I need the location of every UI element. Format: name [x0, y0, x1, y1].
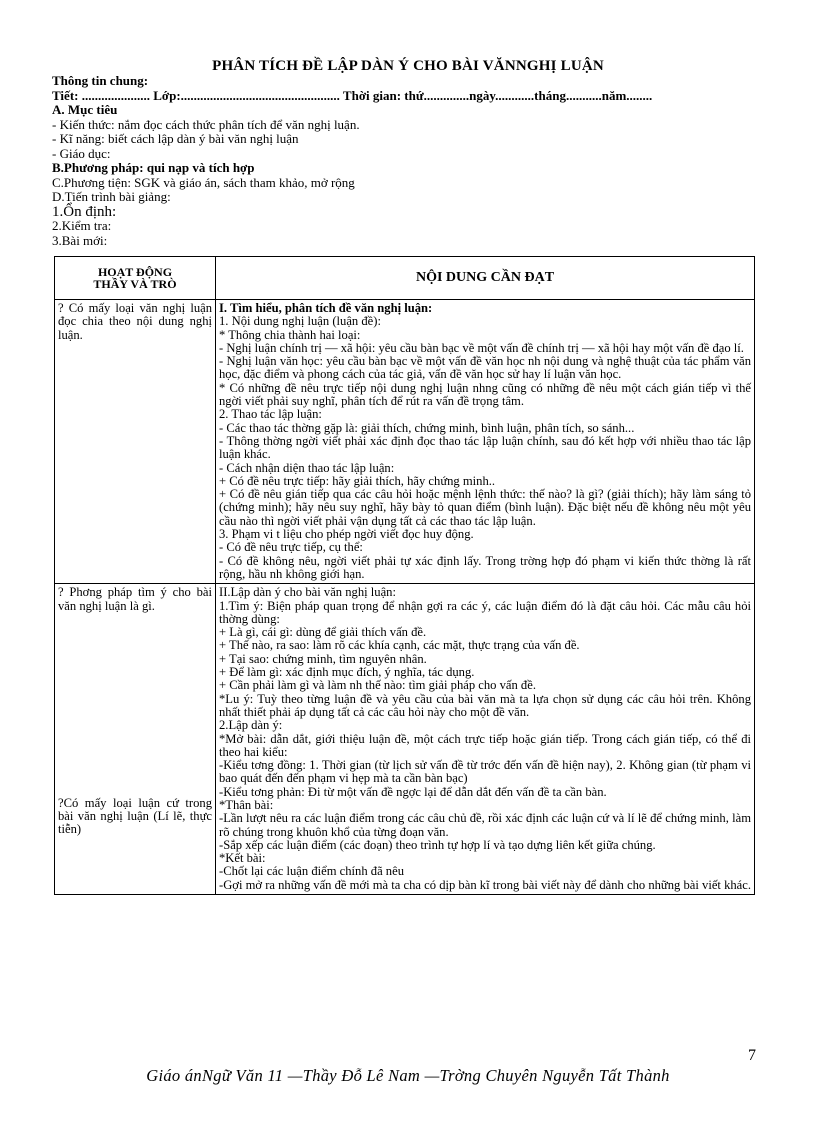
content-line: -Lần lượt nêu ra các luận điểm trong các câu chủ đề, rồi xác định các luận cứ và lí lẽ để chứng minh, làm rõ chúng trong khuôn khổ của từng đoạn văn. [219, 811, 751, 839]
row1-content [216, 300, 755, 584]
column-header-content: NỘI DUNG CẦN ĐẠT [216, 257, 755, 300]
skills-objective: - Kĩ năng: biết cách lập dàn ý bài văn nghị luận [52, 131, 299, 146]
table-row [55, 584, 755, 895]
step-1: 1.Ổn định: [52, 203, 117, 220]
content-line: 3. Phạm vi t liệu cho phép ngời viết đọc huy động. [219, 527, 474, 542]
page-number: 7 [748, 1047, 756, 1064]
content-line: -Kiểu tơng phản: Đi từ một vấn đề ngợc lại để dẫn dắt đến vấn đề ta cần bàn. [219, 784, 607, 799]
content-line: 1. Nội dung nghị luận (luận đề): [219, 314, 381, 329]
step-2: 2.Kiểm tra: [52, 218, 112, 233]
content-line: - Có đề nêu trực tiếp, cụ thể: [219, 540, 363, 555]
content-line: + Là gì, cái gì: dùng để giải thích vấn đề. [219, 625, 427, 640]
content-line: *Lu ý: Tuỳ theo từng luận đề và yêu cầu của bài văn mà ta lựa chọn sử dụng các câu hỏi trên. Không nhất thiết phải áp dụng tất cả các câu hỏi này cho một đề văn. [219, 691, 751, 719]
column-header-activities-line1: HOẠT ĐỘNG [97, 265, 173, 279]
content-line: *Thân bài: [219, 797, 274, 812]
content-line: -Kiểu tơng đồng: 1. Thời gian (từ lịch sử vấn đề từ trớc đến vấn đề hiện nay), 2. Không gian (từ phạm vi bao quát đến đến phạm vi hẹp mà ta cần bàn bạc) [219, 758, 751, 786]
section-c-heading: C.Phương tiện: SGK và giáo án, sách tham khảo, mở rộng [52, 174, 355, 190]
content-line: + Tại sao: chứng minh, tìm nguyên nhân. [219, 651, 427, 666]
education-objective: - Giáo dục: [52, 145, 111, 161]
content-line: * Thông chia thành hai loại: [219, 327, 361, 342]
meta-line: Tiết: ..................... Lớp:................................................. Thời gian: thứ..............ngày............tháng...........năm........ [52, 87, 653, 103]
page-title: PHÂN TÍCH ĐỀ LẬP DÀN Ý CHO BÀI VĂNNGHỊ LUẬN [212, 58, 604, 74]
column-header-activities [55, 257, 216, 300]
row2-question-2: ?Có mấy loại luận cứ trong bài văn nghị luận (Lí lẽ, thực tiễn) [58, 795, 212, 837]
content-line: - Thông thờng ngời viết phải xác định đọc thao tác lập luận chính, sau đó kết hợp với nhiều thao tác lập luận khác. [219, 433, 751, 462]
content-line: *Mở bài: dẫn dắt, giới thiệu luận đề, một cách trực tiếp hoặc gián tiếp. Trong cách gián tiếp, có thể đi theo hai kiểu: [219, 731, 751, 759]
content-line: 2.Lập dàn ý: [219, 718, 283, 733]
content-line: II.Lập dàn ý cho bài văn nghị luận: [219, 585, 396, 600]
content-line: + Có đề nêu gián tiếp qua các câu hỏi hoặc mệnh lệnh thức: thế nào? là gì? (giải thích); hãy làm sáng tỏ (chứng minh); hãy nêu suy nghĩ, hãy bày tỏ quan điểm (bình luận). Đặc biệt nếu đề không nêu một yêu cầu nào thì ngời viết phải vận dụng tất cả các thao tác lập luận. [219, 487, 751, 528]
table-row [55, 300, 755, 584]
section-b-heading: B.Phương pháp: qui nạp và tích hợp [52, 160, 255, 175]
content-line: * Có những đề nêu trực tiếp nội dung nghị luận nhng cũng có những đề nêu một cách gián tiếp vì thế ngời viết phải suy nghĩ, phân tích để rút ra vấn đề trọng tâm. [219, 380, 751, 409]
knowledge-objective: - Kiến thức: nắm đọc cách thức phân tích để văn nghị luận. [52, 116, 360, 132]
content-line: -Gợi mở ra những vấn đề mới mà ta cha có dịp bàn kĩ trong bài viết này để dành cho những bài viết khác. [219, 877, 751, 892]
section-d-heading: D.Tiến trình bài giảng: [52, 189, 171, 204]
content-line: *Kết bài: [219, 851, 266, 866]
content-line: 2. Thao tác lập luận: [219, 407, 322, 422]
row2-questions [55, 584, 216, 895]
general-info-label: Thông tin chung: [52, 73, 149, 88]
content-line: I. Tìm hiểu, phân tích đề văn nghị luận: [219, 301, 433, 315]
content-line: + Có đề nêu trực tiếp: hãy giải thích, hãy chứng minh.. [219, 473, 496, 488]
content-line: - Nghị luận chính trị — xã hội: yêu cầu bàn bạc về một vấn đề chính trị — xã hội hay một vấn đề đạo lí. [219, 340, 744, 355]
content-line: -Chốt lại các luận điểm chính đã nêu [219, 864, 404, 879]
content-line: + Để làm gì: xác định mục đích, ý nghĩa, tác dụng. [219, 665, 475, 680]
content-line: 1.Tìm ý: Biện pháp quan trọng để nhận gợi ra các ý, các luận điểm đó là đặt câu hỏi. Các mẫu câu hỏi thờng dùng: [219, 598, 751, 626]
section-a-heading: A. Mục tiêu [52, 102, 118, 117]
row2-content [216, 584, 755, 895]
lesson-table [54, 256, 755, 895]
table-header-row [55, 257, 755, 300]
content-line: + Thế nào, ra sao: làm rõ các khía cạnh, các mặt, thực trạng của vấn đề. [219, 638, 580, 653]
content-line: - Nghị luận văn học: yêu cầu bàn bạc về một vấn đề văn học nh nội dung và nghệ thuật của tác phẩm văn học, đặc điểm và phong cách của tác giả, vấn đề văn học sử hay lí luận văn học. [219, 354, 751, 382]
content-line: + Cần phải làm gì và làm nh thế nào: tìm giải pháp cho vấn đề. [219, 678, 536, 693]
lesson-header [52, 74, 762, 248]
content-line: - Cách nhận diện thao tác lập luận: [219, 460, 395, 475]
row2-question-1: ? Phơng pháp tìm ý cho bài văn nghị luận là gì. [58, 585, 212, 613]
content-line: - Các thao tác thờng gặp là: giải thích, chứng minh, bình luận, phân tích, so sánh... [219, 420, 635, 435]
row1-question: ? Có mấy loại văn nghị luận đọc chia theo nội dung nghị luận. [55, 300, 216, 584]
page-footer: Giáo ánNgữ Văn 11 —Thầy Đỗ Lê Nam —Trờng Chuyên Nguyễn Tất Thành [146, 1066, 670, 1085]
content-line: - Có đề không nêu, ngời viết phải tự xác định lấy. Trong trờng hợp đó phạm vi kiến thức thờng là rất rộng, hầu nh không giới hạn. [219, 553, 751, 581]
content-line: -Sắp xếp các luận điểm (các đoạn) theo trình tự hợp lí và tạo dựng liên kết giữa chúng. [219, 837, 656, 852]
step-3: 3.Bài mới: [52, 232, 108, 248]
column-header-activities-line2: THẦY VÀ TRÒ [93, 277, 177, 291]
